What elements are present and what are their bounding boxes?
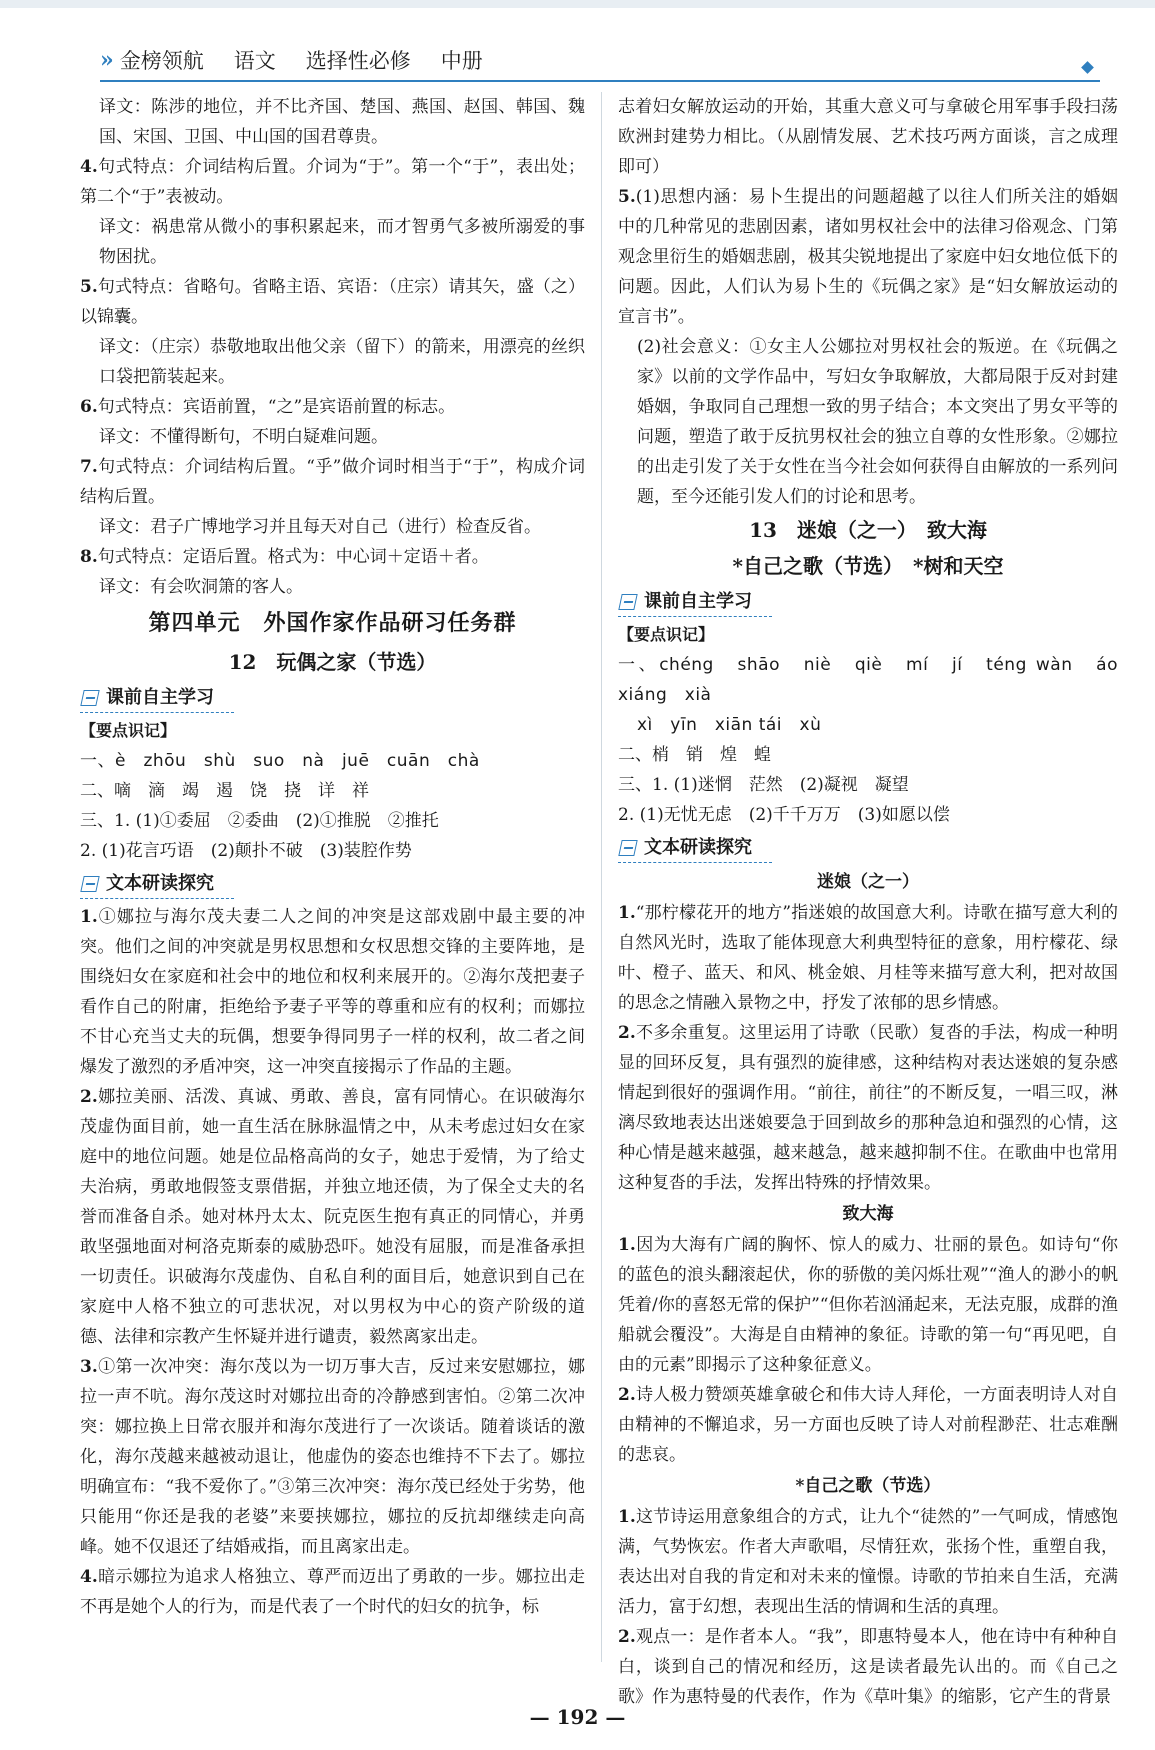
answer-text: 句式特点：宾语前置，“之”是宾语前置的标志。 [97,397,456,417]
answer-item [80,452,585,512]
key-points-label: 【要点识记】 [80,721,177,740]
answer-text: 句式特点：介词结构后置。介词为“于”。第一个“于”，表出处；第二个“于”表被动。 [80,157,585,207]
answer-item [80,542,585,572]
answer-item [618,1502,1118,1622]
answer-text: 不多余重复。这里运用了诗歌（民歌）复沓的手法，构成一种明显的回环反复，具有强烈的旋律感，这种结构对表达迷娘的复杂感情起到很好的强调作用。“前往，前往”的不断反复，一唱三叹，淋漓尽致地表达出迷娘要急于回到故乡的那种急迫和强烈的心情，这种心情是越来越强，越来越急，越来越抑制不住。在歌曲中也常用这种复沓的手法，发挥出特殊的抒情效果。 [618,1023,1118,1193]
answer-item [80,902,585,1082]
unit-title: 第四单元 外国作家作品研习任务群 [148,610,517,636]
answer-item [80,1352,585,1562]
section-heading-label: 文本研读探究 [644,837,752,858]
answer-item [80,272,585,332]
answer-number: 2. [618,1023,636,1043]
translation-text: 译文：君子广博地学习并且每天对自己（进行）检查反省。 [99,517,541,537]
diamond-icon [1081,61,1094,74]
word-answers: 2. (1)无忧无虑 (2)千千万万 (3)如愿以偿 [618,805,950,825]
translation-text: 译文：有会吹洞箫的客人。 [99,577,303,597]
section-heading [80,870,234,899]
translation-text: 译文：不懂得断句，不明白疑难问题。 [99,427,388,447]
pinyin-answers: 一、è zhōu shù suo nà juē cuān chà [80,751,480,771]
answer-text: ①娜拉与海尔茂夫妻二人之间的冲突是这部戏剧中最主要的冲突。他们之间的冲突就是男权思想和女权思想交锋的主要阵地，是围绕妇女在家庭和社会中的地位和权利来展开的。②海尔茂把妻子看作自己的附庸，拒绝给予妻子平等的尊重和应有的权利；而娜拉不甘心充当丈夫的玩偶，想要争得同男子一样的权利，故二者之间爆发了激烈的矛盾冲突，这一冲突直接揭示了作品的主题。 [80,907,585,1077]
lesson-title: 12 玩偶之家（节选） [228,650,437,674]
answer-text: 因为大海有广阔的胸怀、惊人的威力、壮丽的景色。如诗句“你的蓝色的浪头翻滚起伏，你的骄傲的美闪烁壮观”“渔人的渺小的帆凭着/你的喜怒无常的保护”“但你若汹涌起来，无法克服，成群的渔船就会覆没”。大海是自由精神的象征。诗歌的第一句“再见吧，自由的元素”即揭示了这种象征意义。 [618,1235,1118,1375]
word-answers: 2. (1)花言巧语 (2)颠扑不破 (3)装腔作势 [80,841,412,861]
answer-text: ①第一次冲突：海尔茂以为一切万事大吉，反过来安慰娜拉，娜拉一声不吭。海尔茂这时对娜拉出奇的冷静感到害怕。②第二次冲突：娜拉换上日常衣服并和海尔茂进行了一次谈话。随着谈话的激化，海尔茂越来越被动退让，他虚伪的姿态也维持不下去了。娜拉明确宣布：“我不爱你了。”③第三次冲突：海尔茂已经处于劣势，他只能用“你还是我的老婆”来要挟娜拉，娜拉的反抗却继续走向高峰。她不仅退还了结婚戒指，而且离家出走。 [80,1357,585,1557]
answer-number: 1. [80,907,98,927]
pen-icon [618,840,637,856]
answer-text: 暗示娜拉为追求人格独立、尊严而迈出了勇敢的一步。娜拉出走不再是她个人的行为，而是代表了一个时代的妇女的抗争，标 [80,1567,585,1617]
column-divider [601,92,602,1662]
pinyin-answers: xì yīn xiān tái xù [637,715,822,735]
top-band [0,0,1155,8]
answer-number: 2. [618,1627,636,1647]
section-heading [618,588,772,617]
word-answers: 二、梢 销 煌 蝗 [618,745,771,765]
section-heading [80,684,234,713]
pen-icon [618,594,637,610]
word-answers: 三、1. (1)①委屈 ②委曲 (2)①推脱 ②推托 [80,811,439,831]
answer-number: 1. [618,903,636,923]
answer-number: 1. [618,1507,636,1527]
answer-item [618,1380,1118,1470]
answer-item [618,1018,1118,1198]
answer-number: 2. [80,1087,98,1107]
answer-number: 4. [80,1567,98,1587]
answer-item [80,152,585,212]
answer-number: 3. [80,1357,98,1377]
lesson-subtitle: *自己之歌（节选） *树和天空 [732,554,1004,578]
double-chevron-icon: » [100,47,110,73]
section-heading-label: 课前自主学习 [644,591,752,612]
page-number: — 192 — [529,1705,626,1729]
answer-item [80,1082,585,1352]
section-heading-label: 课前自主学习 [106,687,214,708]
header-volume: 中册 [440,49,483,73]
pen-icon [80,876,99,892]
answer-number: 7. [80,457,98,477]
page-header [100,40,1100,82]
answer-number: 5. [80,277,98,297]
answer-item [618,1622,1118,1712]
answer-number: 2. [618,1385,636,1405]
answer-item [618,182,1118,332]
header-subject: 语文 [233,49,276,73]
section-heading-label: 文本研读探究 [106,873,214,894]
answer-text: 观点一：是作者本人。“我”，即惠特曼本人，他在诗中有种种自白，谈到自己的情况和经历，这是读者最先认出的。而《自己之歌》作为惠特曼的代表作，作为《草叶集》的缩影，它产生的背景 [618,1627,1118,1707]
answer-text: “那柠檬花开的地方”指迷娘的故国意大利。诗歌在描写意大利的自然风光时，选取了能体现意大利典型特征的意象，用柠檬花、绿叶、橙子、蓝天、和风、桃金娘、月桂等来描写意大利，把对故国的思念之情融入景物之中，抒发了浓郁的思乡情感。 [618,903,1118,1013]
word-answers: 二、嘀 滴 竭 遏 饶 挠 详 祥 [80,781,369,801]
left-column [80,92,585,1622]
translation-text: 译文：（庄宗）恭敬地取出他父亲（留下）的箭来，用漂亮的丝织口袋把箭装起来。 [99,337,585,387]
header-course: 选择性必修 [305,49,411,73]
answer-number: 5. [618,187,636,207]
answer-continuation: 志着妇女解放运动的开始，其重大意义可与拿破仑用军事手段扫荡欧洲封建势力相比。（从剧情发展、艺术技巧两方面谈，言之成理即可） [618,97,1118,177]
answer-number: 8. [80,547,98,567]
pinyin-answers: 一、chéng shāo niè qiè mí jí téng wàn áo xiáng xià [618,655,1118,705]
answer-number: 6. [80,397,98,417]
answer-text: 句式特点：定语后置。格式为：中心词＋定语＋者。 [97,547,489,567]
pen-icon [80,690,99,706]
answer-item [618,1230,1118,1380]
key-points-label: 【要点识记】 [618,625,715,644]
word-answers: 三、1. (1)迷惘 茫然 (2)凝视 凝望 [618,775,909,795]
answer-number: 1. [618,1235,636,1255]
lesson-title: 13 迷娘（之一） 致大海 [749,518,987,542]
poem-title: 致大海 [842,1204,894,1224]
answer-text: 句式特点：省略句。省略主语、宾语：（庄宗）请其矢，盛（之）以锦囊。 [80,277,585,327]
answer-text: (2)社会意义：①女主人公娜拉对男权社会的叛逆。在《玩偶之家》以前的文学作品中，写妇女争取解放，大都局限于反对封建婚姻，争取同自己理想一致的男子结合；本文突出了男女平等的问题，塑造了敢于反抗男权社会的独立自尊的女性形象。②娜拉的出走引发了关于女性在当今社会如何获得自由解放的一系列问题，至今还能引发人们的讨论和思考。 [637,337,1118,507]
translation-text: 译文：陈涉的地位，并不比齐国、楚国、燕国、赵国、韩国、魏国、宋国、卫国、中山国的国君尊贵。 [99,97,585,147]
poem-title: *自己之歌（节选） [795,1476,941,1496]
section-heading [618,834,772,863]
answer-number: 4. [80,157,98,177]
header-series: 金榜领航 [119,49,204,73]
poem-title: 迷娘（之一） [817,872,919,892]
answer-text: 诗人极力赞颂英雄拿破仑和伟大诗人拜伦，一方面表明诗人对自由精神的不懈追求，另一方面也反映了诗人对前程渺茫、壮志难酬的悲哀。 [618,1385,1118,1465]
answer-text: 娜拉美丽、活泼、真诚、勇敢、善良，富有同情心。在识破海尔茂虚伪面目前，她一直生活在脉脉温情之中，从未考虑过妇女在家庭中的地位问题。她是位品格高尚的女子，她忠于爱情，为了给丈夫治病，勇敢地假签支票借据，并独立地还债，为了保全丈夫的名誉而准备自杀。她对林丹太太、阮克医生抱有真正的同情心，并勇敢坚强地面对柯洛克斯泰的威胁恐吓。她没有屈服，而是准备承担一切责任。识破海尔茂虚伪、自私自利的面目后，她意识到自己在家庭中人格不独立的可悲状况，对以男权为中心的资产阶级的道德、法律和宗教产生怀疑并进行谴责，毅然离家出走。 [80,1087,585,1347]
answer-item [80,392,585,422]
answer-text: 这节诗运用意象组合的方式，让九个“徒然的”一气呵成，情感饱满，气势恢宏。作者大声歌唱，尽情狂欢，张扬个性，重塑自我，表达出对自我的肯定和对未来的憧憬。诗歌的节拍来自生活，充满活力，富于幻想，表现出生活的情调和生活的真理。 [618,1507,1118,1617]
answer-item [618,898,1118,1018]
answer-text: (1)思想内涵：易卜生提出的问题超越了以往人们所关注的婚姻中的几种常见的悲剧因素，诸如男权社会中的法律习俗观念、门第观念里衍生的婚姻悲剧，极其尖锐地提出了家庭中妇女地位低下的问题。因此，人们认为易卜生的《玩偶之家》是“妇女解放运动的宣言书”。 [618,187,1118,327]
right-column [618,92,1118,1712]
answer-text: 句式特点：介词结构后置。“乎”做介词时相当于“于”，构成介词结构后置。 [80,457,585,507]
answer-item [80,1562,585,1622]
translation-text: 译文：祸患常从微小的事积累起来，而才智勇气多被所溺爱的事物困扰。 [99,217,585,267]
